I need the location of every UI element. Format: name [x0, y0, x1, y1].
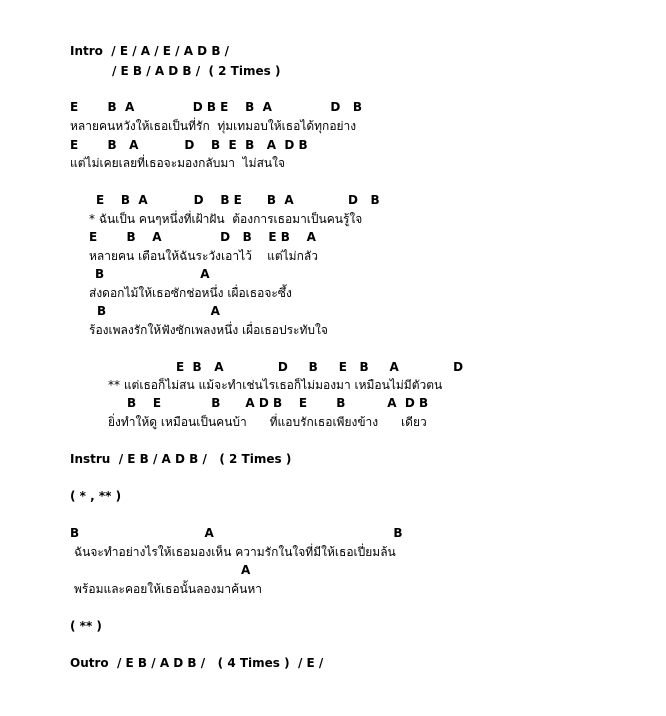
verse1-lyric-1: หลายคนหวังให้เธอเป็นที่รัก ทุ่มเทมอบให้เธอได้ทุกอย่าง: [70, 119, 357, 133]
bridge-lyric-1: ฉันจะทำอย่างไรให้เธอมองเห็น ความรักในใจที่มีให้เธอเปี่ยมล้น: [74, 545, 396, 559]
chorus1-lyric-4: ร้องเพลงรักให้ฟังซักเพลงหนึ่ง เผื่อเธอประทับใจ: [89, 323, 328, 337]
verse1-chords-2: E B A D B E B A D B: [70, 138, 308, 152]
bridge-lyric-2: พร้อมและคอยให้เธอนั้นลองมาค้นหา: [74, 582, 263, 596]
chorus1-chords-1: E B A D B E B A D B: [96, 193, 380, 207]
repeat-marker-1: ( * , ** ): [70, 489, 122, 503]
chorus1-lyric-2: หลายคน เตือนให้ฉันระวังเอาไว้ แต่ไม่กลัว: [89, 249, 318, 263]
verse1-chords-1: E B A D B E B A D B: [70, 100, 363, 114]
chorus2-chords-1: E B A D B E B A D: [176, 360, 464, 374]
instru-line: Instru / E B / A D B / ( 2 Times ): [70, 452, 292, 466]
intro-line-1: Intro / E / A / E / A D B /: [70, 44, 230, 58]
outro-line: Outro / E B / A D B / ( 4 Times ) / E /: [70, 656, 324, 670]
bridge-chords-2: A: [241, 563, 251, 577]
chorus1-chords-3: B A: [95, 267, 210, 281]
bridge-chords-1: B A B: [70, 526, 403, 540]
chorus2-lyric-1: ** แต่เธอก็ไม่สน แม้จะทำเช่นไรเธอก็ไม่มองมา เหมือนไม่มีตัวตน: [108, 378, 443, 392]
verse1-lyric-2: แต่ไม่เคยเลยที่เธอจะมองกลับมา ไม่สนใจ: [70, 156, 285, 170]
chorus1-chords-4: B A: [97, 304, 220, 318]
chorus1-chords-2: E B A D B E B A: [89, 230, 316, 244]
chorus2-chords-2: B E B A D B E B A D B: [127, 396, 429, 410]
chorus2-lyric-2: ยิ่งทำให้ดู เหมือนเป็นคนบ้า ที่แอบรักเธอเพียงข้าง เดียว: [108, 415, 427, 429]
repeat-marker-2: ( ** ): [70, 619, 102, 633]
intro-line-2: / E B / A D B / ( 2 Times ): [112, 64, 281, 78]
chorus1-lyric-1: * ฉันเป็น คนๆหนึ่งที่เฝ้าฝัน ต้องการเธอมาเป็นคนรู้ใจ: [89, 212, 363, 226]
chorus1-lyric-3: ส่งดอกไม้ให้เธอซักช่อหนึ่ง เผื่อเธอจะซึ้ง: [89, 286, 292, 300]
